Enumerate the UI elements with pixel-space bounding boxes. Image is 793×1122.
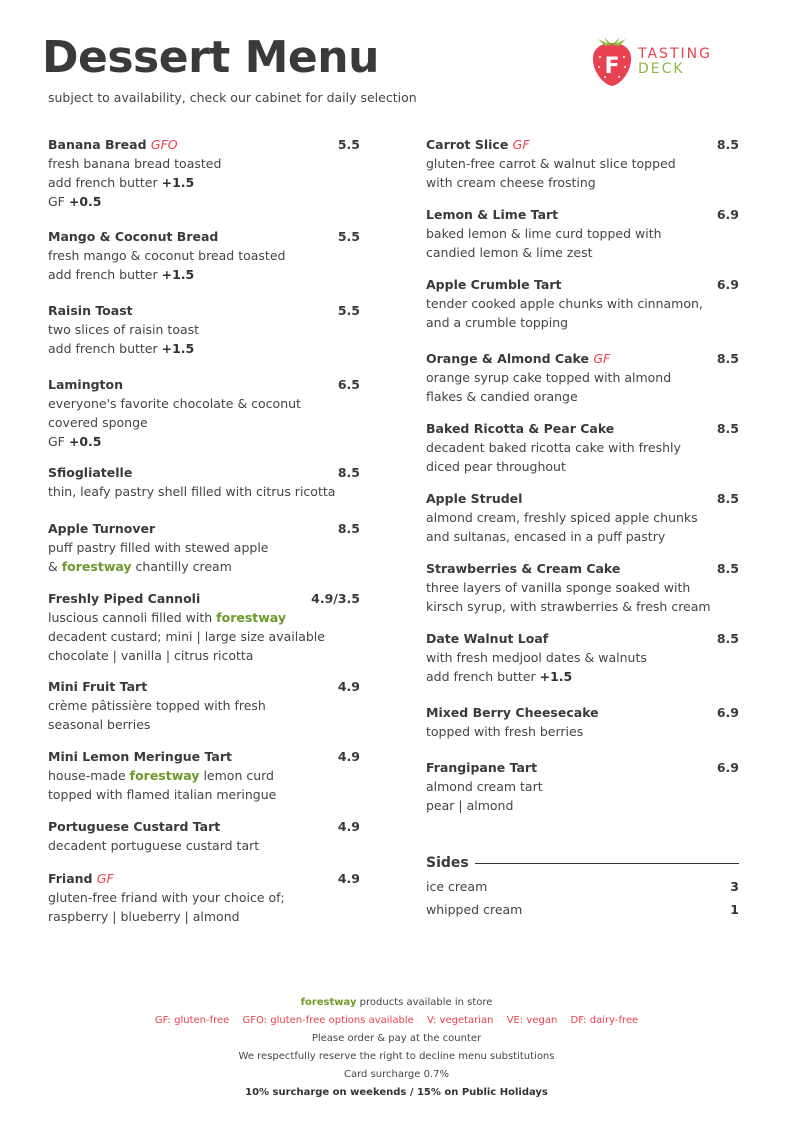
menu-item bbox=[48, 229, 360, 282]
menu-item bbox=[426, 760, 739, 813]
description-text: flakes & candied orange bbox=[426, 389, 578, 404]
menu-item-name: Mixed Berry Cheesecake bbox=[426, 705, 599, 720]
addon-price: +0.5 bbox=[68, 434, 102, 449]
legend-item: V: vegetarian bbox=[426, 1015, 494, 1026]
description-text: kirsch syrup, with strawberries & fresh cream bbox=[426, 599, 711, 614]
description-text: topped with fresh berries bbox=[426, 724, 584, 739]
page-title: Dessert Menu bbox=[42, 32, 379, 83]
legend-item: VE: vegan bbox=[506, 1015, 558, 1026]
menu-item-name: Orange & Almond Cake bbox=[426, 351, 589, 366]
menu-item-price: 4.9 bbox=[337, 819, 360, 834]
menu-item-price: 6.9 bbox=[716, 705, 739, 720]
card-surcharge-note: Card surcharge 0.7% bbox=[344, 1069, 449, 1080]
description-text: almond cream tart bbox=[426, 779, 543, 794]
side-item-name: ice cream bbox=[426, 879, 488, 894]
forestway-brand: forestway bbox=[129, 768, 200, 783]
description-text: house-made bbox=[48, 768, 130, 783]
menu-item-description bbox=[426, 370, 739, 385]
menu-item bbox=[426, 705, 739, 739]
menu-item-name: Banana Bread bbox=[48, 137, 147, 152]
menu-item-description bbox=[48, 838, 360, 853]
description-text: raspberry | blueberry | almond bbox=[48, 909, 240, 924]
menu-item-name: Apple Crumble Tart bbox=[426, 277, 562, 292]
menu-item bbox=[48, 465, 360, 499]
description-text: pear | almond bbox=[426, 798, 514, 813]
addon-price: +0.5 bbox=[68, 194, 102, 209]
menu-item-price: 8.5 bbox=[716, 351, 739, 366]
menu-item-price: 6.9 bbox=[716, 760, 739, 775]
description-text: add french butter bbox=[48, 341, 162, 356]
description-text: and sultanas, encased in a puff pastry bbox=[426, 529, 666, 544]
description-text: chantilly cream bbox=[131, 559, 232, 574]
dietary-tag: GFO bbox=[150, 137, 178, 152]
description-text: decadent custard; mini | large size available bbox=[48, 629, 325, 644]
legend-item: DF: dairy-free bbox=[570, 1015, 639, 1026]
sides-divider bbox=[475, 863, 739, 864]
menu-item-name: Raisin Toast bbox=[48, 303, 133, 318]
menu-item-price: 8.5 bbox=[716, 491, 739, 506]
side-item-name: whipped cream bbox=[426, 902, 523, 917]
menu-item-description bbox=[426, 724, 739, 739]
footer-forestway-note bbox=[0, 994, 793, 1012]
description-text: fresh banana bread toasted bbox=[48, 156, 222, 171]
description-text: decadent baked ricotta cake with freshly bbox=[426, 440, 681, 455]
dietary-tag: GF bbox=[96, 871, 114, 886]
menu-item-price: 4.9 bbox=[337, 749, 360, 764]
menu-item-description bbox=[426, 296, 739, 311]
menu-item-description bbox=[48, 175, 360, 190]
menu-item-price: 8.5 bbox=[716, 561, 739, 576]
menu-item-price: 8.5 bbox=[716, 137, 739, 152]
menu-item-name: Mini Lemon Meringue Tart bbox=[48, 749, 232, 764]
menu-item-price: 6.5 bbox=[337, 377, 360, 392]
menu-item-description bbox=[426, 459, 739, 474]
menu-item-description bbox=[48, 434, 360, 449]
description-text: luscious cannoli filled with bbox=[48, 610, 217, 625]
menu-item-description bbox=[48, 909, 360, 924]
menu-item-description bbox=[48, 540, 360, 555]
menu-item-price: 5.5 bbox=[337, 137, 360, 152]
description-text: candied lemon & lime zest bbox=[426, 245, 593, 260]
menu-item bbox=[48, 377, 360, 449]
addon-price: +1.5 bbox=[161, 341, 195, 356]
menu-item-description bbox=[426, 175, 739, 190]
sides-title: Sides bbox=[426, 855, 469, 871]
menu-item-description bbox=[48, 629, 360, 644]
menu-item-price: 6.9 bbox=[716, 277, 739, 292]
menu-item bbox=[48, 521, 360, 574]
menu-item bbox=[426, 277, 739, 330]
strawberry-logo-icon bbox=[590, 33, 634, 87]
description-text: topped with flamed italian meringue bbox=[48, 787, 277, 802]
menu-item-name: Lamington bbox=[48, 377, 124, 392]
menu-item-name: Friand bbox=[48, 871, 93, 886]
description-text: with fresh medjool dates & walnuts bbox=[426, 650, 647, 665]
menu-item-name: Freshly Piped Cannoli bbox=[48, 591, 201, 606]
legend-item: GF: gluten-free bbox=[154, 1015, 230, 1026]
menu-item-description bbox=[426, 440, 739, 455]
legend-item: GFO: gluten-free options available bbox=[242, 1015, 414, 1026]
menu-item-description bbox=[48, 698, 360, 713]
menu-item bbox=[48, 819, 360, 853]
menu-item bbox=[426, 207, 739, 260]
menu-item-description bbox=[48, 787, 360, 802]
description-text: lemon curd bbox=[199, 768, 274, 783]
menu-item bbox=[48, 871, 360, 924]
description-text: covered sponge bbox=[48, 415, 148, 430]
menu-item-description bbox=[48, 156, 360, 171]
description-text: GF bbox=[48, 194, 69, 209]
dietary-tag: GF bbox=[512, 137, 530, 152]
side-item-price: 3 bbox=[730, 879, 739, 894]
description-text: GF bbox=[48, 434, 69, 449]
menu-item-description bbox=[426, 779, 739, 794]
description-text: & bbox=[48, 559, 62, 574]
description-text: seasonal berries bbox=[48, 717, 151, 732]
menu-item-description bbox=[48, 484, 360, 499]
menu-item-price: 8.5 bbox=[337, 521, 360, 536]
menu-item-description bbox=[426, 650, 739, 665]
menu-item-description bbox=[48, 396, 360, 411]
menu-item-description bbox=[426, 798, 739, 813]
menu-item-description bbox=[48, 267, 360, 282]
menu-item bbox=[48, 303, 360, 356]
addon-price: +1.5 bbox=[161, 267, 195, 282]
dietary-tag: GF bbox=[593, 351, 611, 366]
menu-item-name: Lemon & Lime Tart bbox=[426, 207, 559, 222]
addon-price: +1.5 bbox=[539, 669, 573, 684]
menu-item bbox=[48, 591, 360, 663]
description-text: with cream cheese frosting bbox=[426, 175, 596, 190]
menu-item-description bbox=[426, 580, 739, 595]
order-note: Please order & pay at the counter bbox=[311, 1033, 482, 1044]
menu-item-description bbox=[426, 226, 739, 241]
description-text: baked lemon & lime curd topped with bbox=[426, 226, 662, 241]
menu-item-description bbox=[48, 194, 360, 209]
sides-section bbox=[426, 855, 739, 917]
menu-item-description bbox=[48, 415, 360, 430]
menu-item-price: 4.9 bbox=[337, 871, 360, 886]
menu-item-price: 8.5 bbox=[337, 465, 360, 480]
forestway-note-text: products available in store bbox=[356, 997, 493, 1008]
menu-item-description bbox=[426, 669, 739, 684]
menu-item-name: Date Walnut Loaf bbox=[426, 631, 549, 646]
menu-item-description bbox=[426, 389, 739, 404]
menu-item-description bbox=[48, 248, 360, 263]
menu-item-description bbox=[426, 599, 739, 614]
side-item-price: 1 bbox=[730, 902, 739, 917]
menu-item-description bbox=[426, 156, 739, 171]
menu-item-name: Baked Ricotta & Pear Cake bbox=[426, 421, 615, 436]
description-text: gluten-free friand with your choice of; bbox=[48, 890, 285, 905]
description-text: crème pâtissière topped with fresh bbox=[48, 698, 266, 713]
menu-item-price: 8.5 bbox=[716, 631, 739, 646]
menu-item-name: Mini Fruit Tart bbox=[48, 679, 148, 694]
menu-item-name: Sfiogliatelle bbox=[48, 465, 133, 480]
menu-item-price: 4.9/3.5 bbox=[311, 591, 360, 606]
menu-item bbox=[48, 137, 360, 209]
menu-item-description bbox=[48, 768, 360, 783]
menu-item bbox=[48, 749, 360, 802]
side-item bbox=[426, 879, 739, 894]
description-text: and a crumble topping bbox=[426, 315, 569, 330]
forestway-brand: forestway bbox=[216, 610, 287, 625]
menu-item-description bbox=[48, 890, 360, 905]
description-text: tender cooked apple chunks with cinnamon, bbox=[426, 296, 703, 311]
menu-item bbox=[426, 561, 739, 614]
menu-item-price: 4.9 bbox=[337, 679, 360, 694]
description-text: diced pear throughout bbox=[426, 459, 566, 474]
menu-item-name: Portuguese Custard Tart bbox=[48, 819, 221, 834]
menu-item-description bbox=[426, 245, 739, 260]
menu-item-price: 5.5 bbox=[337, 303, 360, 318]
menu-item-name: Frangipane Tart bbox=[426, 760, 538, 775]
menu-item-description bbox=[48, 559, 360, 574]
description-text: decadent portuguese custard tart bbox=[48, 838, 260, 853]
menu-item bbox=[426, 631, 739, 684]
page-subtitle: subject to availability, check our cabinet for daily selection bbox=[48, 90, 417, 105]
description-text: everyone's favorite chocolate & coconut bbox=[48, 396, 301, 411]
tasting-deck-logo bbox=[590, 33, 740, 88]
menu-item-price: 6.9 bbox=[716, 207, 739, 222]
description-text: fresh mango & coconut bread toasted bbox=[48, 248, 286, 263]
logo-text-line2: DECK bbox=[638, 61, 685, 77]
menu-item bbox=[48, 679, 360, 732]
menu-item-description bbox=[426, 529, 739, 544]
logo-letter: F bbox=[604, 54, 620, 79]
description-text: two slices of raisin toast bbox=[48, 322, 200, 337]
menu-item-description bbox=[48, 717, 360, 732]
menu-item bbox=[426, 137, 739, 190]
description-text: almond cream, freshly spiced apple chunks bbox=[426, 510, 698, 525]
menu-item-description bbox=[48, 341, 360, 356]
menu-item-description bbox=[426, 315, 739, 330]
substitution-note: We respectfully reserve the right to decline menu substitutions bbox=[238, 1051, 555, 1062]
description-text: add french butter bbox=[426, 669, 540, 684]
menu-item bbox=[426, 421, 739, 474]
holiday-surcharge-note: 10% surcharge on weekends / 15% on Public Holidays bbox=[245, 1087, 548, 1098]
description-text: three layers of vanilla sponge soaked with bbox=[426, 580, 691, 595]
menu-item-name: Carrot Slice bbox=[426, 137, 509, 152]
menu-item-name: Strawberries & Cream Cake bbox=[426, 561, 621, 576]
logo-text-line1: TASTING bbox=[638, 46, 712, 62]
forestway-brand: forestway bbox=[300, 997, 357, 1008]
menu-item-description bbox=[48, 648, 360, 663]
menu-item-description bbox=[426, 510, 739, 525]
menu-item-name: Apple Strudel bbox=[426, 491, 523, 506]
description-text: orange syrup cake topped with almond bbox=[426, 370, 672, 385]
description-text: puff pastry filled with stewed apple bbox=[48, 540, 269, 555]
description-text: chocolate | vanilla | citrus ricotta bbox=[48, 648, 254, 663]
description-text: gluten-free carrot & walnut slice topped bbox=[426, 156, 676, 171]
menu-item-description bbox=[48, 610, 360, 625]
menu-item-name: Mango & Coconut Bread bbox=[48, 229, 219, 244]
dietary-legend bbox=[0, 1012, 793, 1030]
footer bbox=[0, 994, 793, 1102]
forestway-brand: forestway bbox=[61, 559, 132, 574]
description-text: add french butter bbox=[48, 175, 162, 190]
description-text: thin, leafy pastry shell filled with citrus ricotta bbox=[48, 484, 336, 499]
menu-item-name: Apple Turnover bbox=[48, 521, 156, 536]
description-text: add french butter bbox=[48, 267, 162, 282]
menu-item-price: 8.5 bbox=[716, 421, 739, 436]
side-item bbox=[426, 902, 739, 917]
menu-item-description bbox=[48, 322, 360, 337]
menu-item-price: 5.5 bbox=[337, 229, 360, 244]
menu-item bbox=[426, 491, 739, 544]
addon-price: +1.5 bbox=[161, 175, 195, 190]
menu-item bbox=[426, 351, 739, 404]
